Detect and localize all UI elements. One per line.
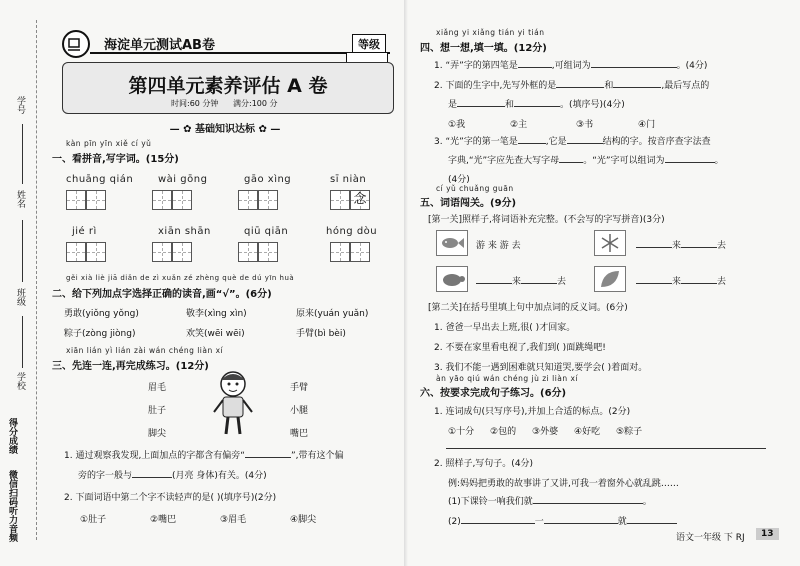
sidebar-line	[22, 124, 23, 184]
banner-decoration: — ✿	[169, 124, 195, 135]
section-banner: — ✿ 基础知识达标 ✿ —	[169, 124, 281, 135]
q3-right-word[interactable]: 手臂	[290, 383, 309, 393]
q3-pinyin: xiān lián yì lián zài wán chéng liàn xí	[66, 346, 224, 355]
sidebar-label-student-id: 学号	[15, 96, 25, 114]
q3-option-2[interactable]: ②嘴巴	[150, 515, 177, 525]
q1-box-5[interactable]	[66, 242, 106, 262]
snowflake-icon	[594, 230, 626, 256]
q5-sentence-3[interactable]: 3. 我们不能一遇到困难就只知道哭,要学会( )着面对。	[434, 363, 648, 373]
q5-level2: [第二关]在括号里填上句中加点词的反义词。(6分)	[428, 303, 628, 313]
q4-line1: 1. “弄”字的第四笔是 ,可组词为 。(4分)	[434, 61, 708, 71]
filled-char: 念	[353, 192, 367, 207]
grade-label: 等级	[352, 34, 386, 54]
sidebar-line	[22, 220, 23, 282]
q6-example: 例:妈妈把勇敢的故事讲了又讲,可我一着窗外心就乱跳……	[448, 479, 679, 489]
q1-pinyin-3: gāo xìng	[244, 174, 292, 185]
q1-pinyin-5: jié rì	[72, 226, 97, 237]
q3-right-word[interactable]: 嘴巴	[290, 429, 309, 439]
q6-sub2: 2. 照样子,写句子。(4分)	[434, 459, 534, 469]
footer-book-label: 语文一年级 下 RJ	[676, 533, 745, 543]
q4-line2-cont: 是 和 。(填序号)(4分)	[448, 100, 625, 110]
header-brand	[62, 30, 392, 56]
q3-title: 三、先连一连,再完成练习。(12分)	[52, 361, 209, 372]
q1-box-6[interactable]	[152, 242, 192, 262]
q3-left-word[interactable]: 眉毛	[148, 383, 167, 393]
q6-pinyin: àn yāo qiú wán chéng jù zi liàn xí	[436, 374, 579, 383]
page-number: 13	[756, 528, 779, 540]
q5-sentence-1[interactable]: 1. 爸爸一早出去上班,很( )才回家。	[434, 323, 576, 333]
page-fold	[404, 0, 408, 566]
q5-level1: [第一关]照样子,将词语补充完整。(不会写的字写拼音)(3分)	[428, 215, 665, 225]
q4-option-3[interactable]: ③书	[576, 120, 594, 130]
q1-pinyin: kàn pīn yīn xiě cí yǔ	[66, 139, 152, 148]
turtle-icon	[436, 266, 468, 292]
q6-option-2[interactable]: ②包的	[490, 427, 517, 437]
q1-box-7[interactable]	[238, 242, 278, 262]
q3-sub2: 2. 下面词语中第二个字不读轻声的是( )(填序号)(2分)	[64, 493, 277, 503]
q1-pinyin-2: wài gōng	[158, 174, 208, 185]
q6-option-4[interactable]: ④好吃	[574, 427, 601, 437]
fish-icon	[436, 230, 468, 256]
score-label: 满分:100 分	[233, 99, 278, 108]
banner-decoration: ✿ —	[255, 124, 281, 135]
q4-line3-score: (4分)	[448, 175, 470, 185]
cut-line	[36, 20, 37, 540]
q2-title: 二、给下列加点字选择正确的读音,画“√”。(6分)	[52, 289, 272, 300]
sidebar-label-class: 班级	[15, 288, 25, 306]
q1-pinyin-8: hóng dòu	[326, 226, 378, 237]
q4-pinyin: xiǎng yi xiǎng tián yi tián	[436, 28, 545, 37]
q1-box-2[interactable]	[152, 190, 192, 210]
q6-fill-1[interactable]: (1)下课铃一响我们就 。	[448, 497, 652, 507]
q2-item-4[interactable]: 粽子(zòng jiòng)	[64, 329, 136, 339]
sidebar-line	[22, 316, 23, 368]
page-title: 第四单元素养评估 A 卷	[128, 75, 328, 97]
q3-option-3[interactable]: ③眉毛	[220, 515, 247, 525]
sidebar-audio-label: 微信扫码听力音频	[7, 470, 17, 542]
brand-underline	[90, 52, 390, 54]
q5-fill-2[interactable]: 来 去	[636, 238, 726, 251]
sidebar-label-school: 学校	[15, 372, 25, 390]
leaf-icon	[594, 266, 626, 292]
sidebar-label-name: 姓名	[15, 190, 25, 208]
q1-pinyin-1: chuāng qián	[66, 174, 134, 185]
q2-item-1[interactable]: 勇敢(yiǒng yǒng)	[64, 309, 139, 319]
q4-option-2[interactable]: ②主	[510, 120, 528, 130]
q1-box-1[interactable]	[66, 190, 106, 210]
brand-logo-icon	[62, 30, 90, 58]
q2-pinyin: gěi xià liè jiā diǎn de zì xuǎn zé zhèng què de dú yīn huà	[66, 274, 295, 282]
q6-sub1: 1. 连词成句(只写序号),并加上合适的标点。(2分)	[434, 407, 631, 417]
q1-box-4[interactable]	[330, 190, 370, 210]
q2-item-5[interactable]: 欢笑(wēi wēi)	[186, 329, 245, 339]
q5-fill-3[interactable]: 来 去	[476, 274, 566, 287]
q4-title: 四、想一想,填一填。(12分)	[420, 43, 547, 54]
sidebar	[0, 0, 40, 566]
q5-sentence-2[interactable]: 2. 不要在家里看电视了,我们到( )面跳绳吧!	[434, 343, 606, 353]
q1-title: 一、看拼音,写字词。(15分)	[52, 154, 179, 165]
q5-fill-4[interactable]: 来 去	[636, 274, 726, 287]
brand-title: 海淀单元测试AB卷	[104, 38, 215, 53]
q3-right-word[interactable]: 小腿	[290, 406, 309, 416]
q4-line2: 2. 下面的生字中,先写外框的是 和 ,最后写点的	[434, 81, 710, 91]
q4-line3: 3. “光”字的第一笔是 ,它是 结构的字。按音序查字法查	[434, 137, 711, 147]
boy-illustration	[208, 368, 258, 438]
q5-example: 游 来 游 去	[476, 241, 521, 251]
q2-item-6[interactable]: 手臂(bì bèi)	[296, 329, 346, 339]
q1-box-3[interactable]	[238, 190, 278, 210]
q3-left-word[interactable]: 肚子	[148, 406, 167, 416]
q5-pinyin: cí yǔ chuǎng guān	[436, 184, 514, 193]
q6-option-5[interactable]: ⑤粽子	[616, 427, 643, 437]
q6-answer-line[interactable]	[446, 448, 766, 449]
q1-box-8[interactable]	[330, 242, 370, 262]
q4-option-1[interactable]: ①我	[448, 120, 466, 130]
q2-item-2[interactable]: 敬李(xìng xìn)	[186, 309, 247, 319]
sidebar-score-label: 得分成绩	[7, 418, 17, 454]
q6-title: 六、按要求完成句子练习。(6分)	[420, 388, 567, 399]
q6-option-3[interactable]: ③外婆	[532, 427, 559, 437]
q6-option-1[interactable]: ①十分	[448, 427, 475, 437]
q4-option-4[interactable]: ④门	[638, 120, 656, 130]
q1-pinyin-6: xiān shān	[158, 226, 211, 237]
q4-line3-cont: 字典,“光”字应先查大写字母 。“光”字可以组词为 。	[448, 156, 724, 166]
q1-pinyin-4: sī niàn	[330, 174, 367, 185]
q2-item-3[interactable]: 原来(yuán yuǎn)	[296, 309, 369, 319]
q3-option-1[interactable]: ①肚子	[80, 515, 107, 525]
q3-sub1-line2: 旁的字一般与 (月亮 身体)有关。(4分)	[78, 471, 267, 481]
q6-fill-2[interactable]: (2) 一 就	[448, 514, 677, 527]
q1-pinyin-7: qiū qiān	[244, 226, 289, 237]
q3-sub1: 1. 通过观察我发现,上面加点的字都含有偏旁“ ”,带有这个偏	[64, 451, 344, 461]
time-label: 时间:60 分钟	[171, 99, 219, 108]
q5-title: 五、词语闯关。(9分)	[420, 198, 517, 209]
q3-left-word[interactable]: 脚尖	[148, 429, 167, 439]
q3-option-4[interactable]: ④脚尖	[290, 515, 317, 525]
title-panel	[62, 62, 394, 114]
